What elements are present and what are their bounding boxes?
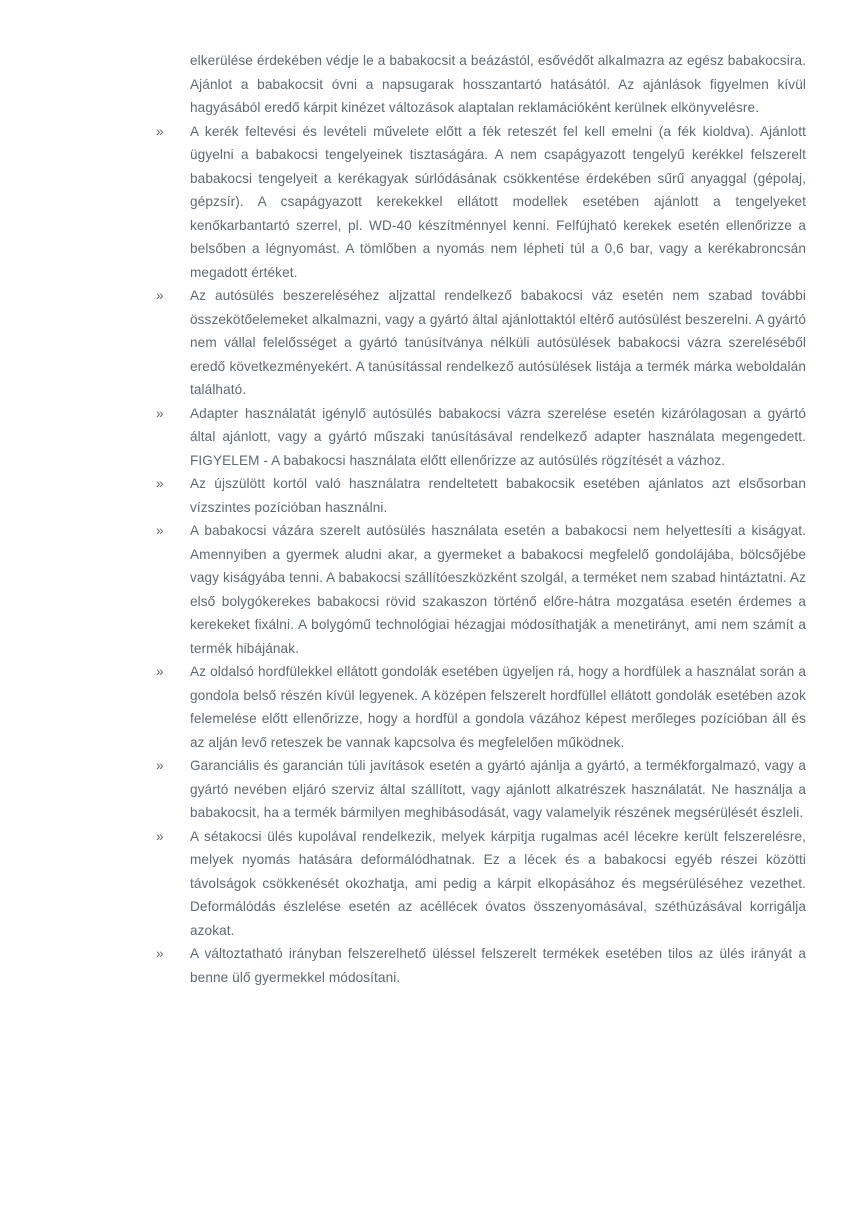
bullet-marker: » xyxy=(156,828,164,844)
manual-text-block xyxy=(156,49,806,989)
list-item xyxy=(156,754,806,825)
bullet-marker: » xyxy=(156,288,164,303)
list-item xyxy=(156,402,806,473)
bullet-marker: » xyxy=(156,946,164,961)
list-item xyxy=(156,120,806,285)
bullet-marker: » xyxy=(156,523,164,538)
list-item xyxy=(156,519,806,660)
list-item-text: Adapter használatát igénylő autósülés babakocsi vázra szerelése esetén kizárólagosan a gyártó által ajánlott, vagy a gyártó műszaki tanúsításával rendelkező adapter használata megengedett. FIGYELEM - A babakocsi használata előtt ellenőrizze az autósülés rögzítését a vázhoz. xyxy=(190,405,806,468)
bullet-marker: » xyxy=(156,664,164,679)
bullet-marker: » xyxy=(156,405,164,421)
list-item xyxy=(156,825,806,943)
list-item-text: Az újszülött kortól való használatra rendeltetett babakocsik esetében ajánlatos azt elsősorban vízszintes pozícióban használni. xyxy=(190,476,806,515)
list-item xyxy=(156,942,806,989)
list-item-text: Garanciális és garancián túli javítások esetén a gyártó ajánlja a gyártó, a termékforgalmazó, vagy a gyártó nevében eljáró szerviz által szállított, vagy ajánlott alkatrészek használatát. Ne használja a babakocsit, ha a termék bármilyen meghibásodását, vagy valamelyik részének megsérülését észleli. xyxy=(190,758,806,820)
list-item-text: Az oldalsó hordfülekkel ellátott gondolák esetében ügyeljen rá, hogy a hordfülek a használat során a gondola belső részén kívül legyenek. A középen felszerelt hordfüllel ellátott gondolák esetében azok felemelése előtt ellenőrizze, hogy a hordfül a gondola vázához képest merőleges pozícióban áll és az alján levő reteszek be vannak kapcsolva és megfelelően működnek. xyxy=(190,664,806,750)
bullet-marker: » xyxy=(156,123,164,139)
bullet-list xyxy=(156,120,806,990)
bullet-marker: » xyxy=(156,758,164,773)
list-item-text: A sétakocsi ülés kupolával rendelkezik, melyek kárpitja rugalmas acél lécekre került felszerelésre, melyek nyomás hatására deformálódhatnak. Ez a lécek és a babakocsi egyéb részei közötti távolságok csökkenését okozhatja, ami pedig a kárpit elkopásához és megsérüléséhez vezethet. Deformálódás észlelése esetén az acéllécek óvatos összenyomásával, széthúzásával korrigálja azokat. xyxy=(190,828,806,938)
list-item-text: Az autósülés beszereléséhez aljzattal rendelkező babakocsi váz esetén nem szabad további összekötőelemeket alkalmazni, vagy a gyártó által ajánlottaktól eltérő autósülést beszerelni. A gyártó nem vállal felelősséget a gyártó tanúsítványa nélküli autósülések babakocsi vázra szereléséből eredő következményekért. A tanúsítással rendelkező autósülések listája a termék márka weboldalán található. xyxy=(190,288,806,397)
list-item-text: A babakocsi vázára szerelt autósülés használata esetén a babakocsi nem helyettesíti a kiságyat. Amennyiben a gyermek aludni akar, a gyermeket a babakocsi megfelelő gondolájába, bölcsőjébe vagy kiságyába tenni. A babakocsi szállítóeszközként szolgál, a terméket nem szabad hintáztatni. Az első bolygókerekes babakocsi rövid szakaszon történő előre-hátra mozgatása esetén érdemes a kerekeket fixálni. A bolygómű technológiai hézagjai módosíthatják a menetirányt, ami nem számít a termék hibájának. xyxy=(190,523,806,656)
list-item-text: A változtatható irányban felszerelhető üléssel felszerelt termékek esetében tilos az ülés irányát a benne ülő gyermekkel módosítani. xyxy=(190,946,806,985)
list-item xyxy=(156,472,806,519)
paragraph-continuation: elkerülése érdekében védje le a babakocsit a beázástól, esővédőt alkalmazra az egész babakocsira. Ajánlot a babakocsit óvni a napsugarak hosszantartó hatásától. Az ajánlások figyelmen kívül hagyásából eredő kárpit kinézet változások alaptalan reklamációként kerülnek elkönyvelésre. xyxy=(190,53,806,115)
bullet-marker: » xyxy=(156,476,164,491)
list-item xyxy=(156,660,806,754)
list-item xyxy=(156,284,806,402)
list-item-text: A kerék feltevési és levételi művelete előtt a fék reteszét fel kell emelni (a fék kioldva). Ajánlott ügyelni a babakocsi tengelyeinek tisztaságára. A nem csapágyazott tengelyű kerékkel felszerelt babakocsi tengelyeit a kerékagyak súrlódásának csökkentése érdekében sűrű anyaggal (gépolaj, gépzsír). A csapágyazott kerekekkel ellátott modellek esetében ajánlott a tengelyeket kenőkarbantartó szerrel, pl. WD-40 készítménnyel kenni. Felfújható kerekek esetén ellenőrizze a belsőben a légnyomást. A tömlőben a nyomás nem lépheti túl a 0,6 bar, vagy a kerékabroncsán megadott értéket. xyxy=(190,123,806,280)
